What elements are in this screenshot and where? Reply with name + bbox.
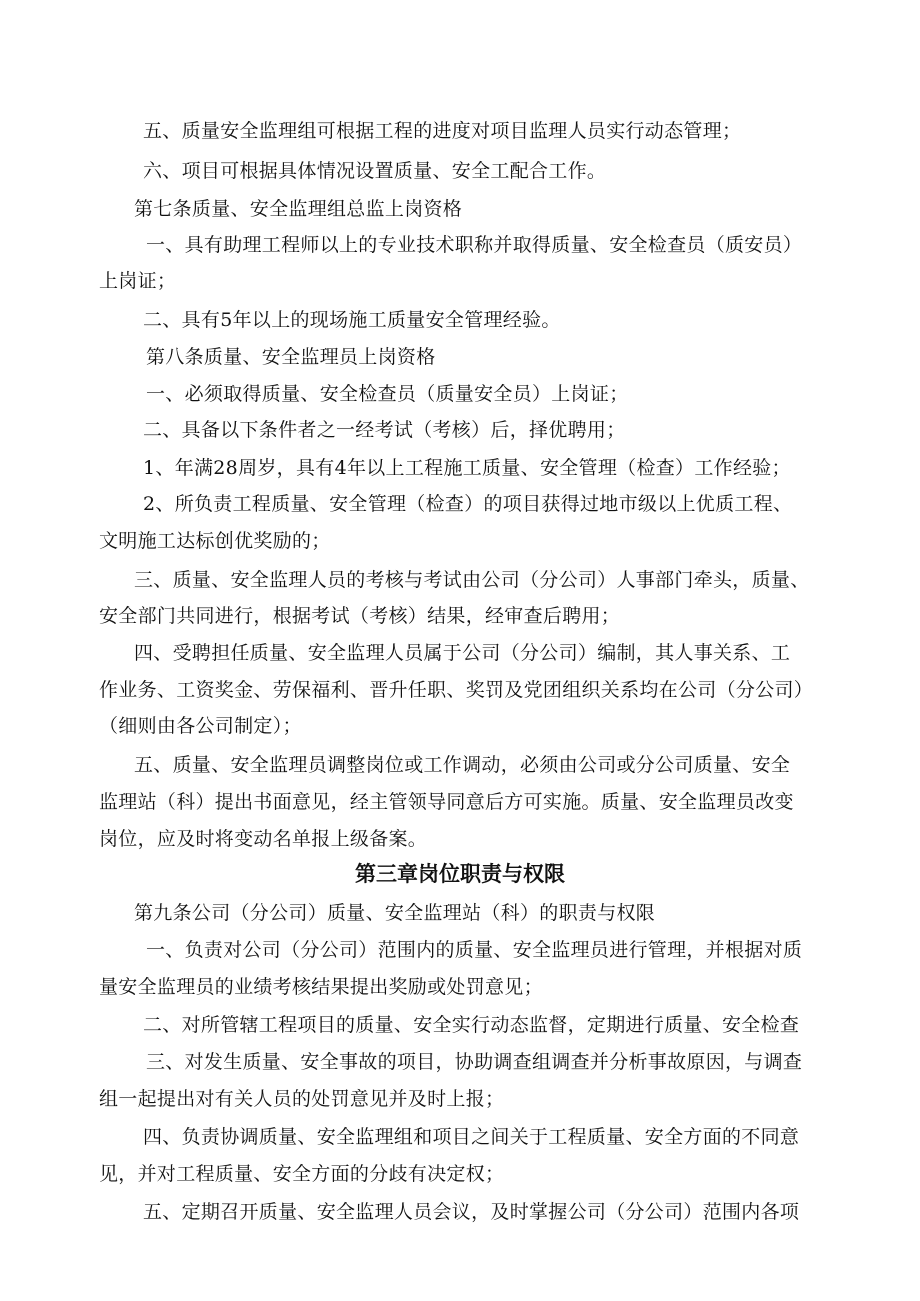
paragraph-line: 三、质量、安全监理人员的考核与考试由公司（分公司）人事部门牵头，质量、 xyxy=(134,569,810,591)
paragraph-line: 岗位，应及时将变动名单报上级备案。 xyxy=(99,828,428,850)
paragraph-line: 二、具备以下条件者之一经考试（考核）后，择优聘用； xyxy=(143,419,626,441)
paragraph-line: 四、负责协调质量、安全监理组和项目之间关于工程质量、安全方面的不同意 xyxy=(143,1126,800,1148)
article-heading: 第八条质量、安全监理员上岗资格 xyxy=(146,346,436,368)
paragraph-line: 五、质量安全监理组可根据工程的进度对项目监理人员实行动态管理； xyxy=(143,120,742,142)
article-heading: 第九条公司（分公司）质量、安全监理站（科）的职责与权限 xyxy=(134,902,656,924)
paragraph-line: 1、年满28周岁，具有4年以上工程施工质量、安全管理（检查）工作经验； xyxy=(143,457,791,479)
paragraph-line: 一、必须取得质量、安全检查员（质量安全员）上岗证； xyxy=(146,383,629,405)
paragraph-line: 一、具有助理工程师以上的专业技术职称并取得质量、安全检查员（质安员） xyxy=(146,234,803,256)
paragraph-line: 见，并对工程质量、安全方面的分歧有决定权； xyxy=(99,1163,505,1185)
chapter-heading: 第三章岗位职责与权限 xyxy=(355,862,565,886)
paragraph-line: 上岗证； xyxy=(99,270,177,292)
article-heading: 第七条质量、安全监理组总监上岗资格 xyxy=(134,198,463,220)
paragraph-line: 二、对所管辖工程项目的质量、安全实行动态监督，定期进行质量、安全检查 xyxy=(143,1014,800,1036)
paragraph-line: 安全部门共同进行，根据考试（考核）结果，经审查后聘用； xyxy=(99,605,621,627)
paragraph-line: 三、对发生质量、安全事故的项目，协助调查组调查并分析事故原因，与调查 xyxy=(146,1051,803,1073)
paragraph-line: 五、质量、安全监理员调整岗位或工作调动，必须由公司或分公司质量、安全 xyxy=(134,754,791,776)
paragraph-line: 监理站（科）提出书面意见，经主管领导同意后方可实施。质量、安全监理员改变 xyxy=(99,791,794,813)
paragraph-line: 一、负责对公司（分公司）范围内的质量、安全监理员进行管理，并根据对质 xyxy=(146,939,803,961)
paragraph-line: 四、受聘担任质量、安全监理人员属于公司（分公司）编制，其人事关系、工 xyxy=(134,642,791,664)
paragraph-line: 六、项目可根据具体情况设置质量、安全工配合工作。 xyxy=(143,160,607,182)
paragraph-line: 五、定期召开质量、安全监理人员会议，及时掌握公司（分公司）范围内各项 xyxy=(143,1201,800,1223)
paragraph-line: 二、具有5年以上的现场施工质量安全管理经验。 xyxy=(143,309,561,331)
paragraph-line: 2、所负责工程质量、安全管理（检查）的项目获得过地市级以上优质工程、 xyxy=(143,493,793,515)
paragraph-line: 组一起提出对有关人员的处罚意见并及时上报； xyxy=(99,1088,505,1110)
paragraph-line: （细则由各公司制定）； xyxy=(99,715,302,737)
paragraph-line: 文明施工达标创优奖励的； xyxy=(99,530,331,552)
paragraph-line: 量安全监理员的业绩考核结果提出奖励或处罚意见； xyxy=(99,976,543,998)
paragraph-line: 作业务、工资奖金、劳保福利、晋升任职、奖罚及党团组织关系均在公司（分公司） xyxy=(99,679,814,701)
